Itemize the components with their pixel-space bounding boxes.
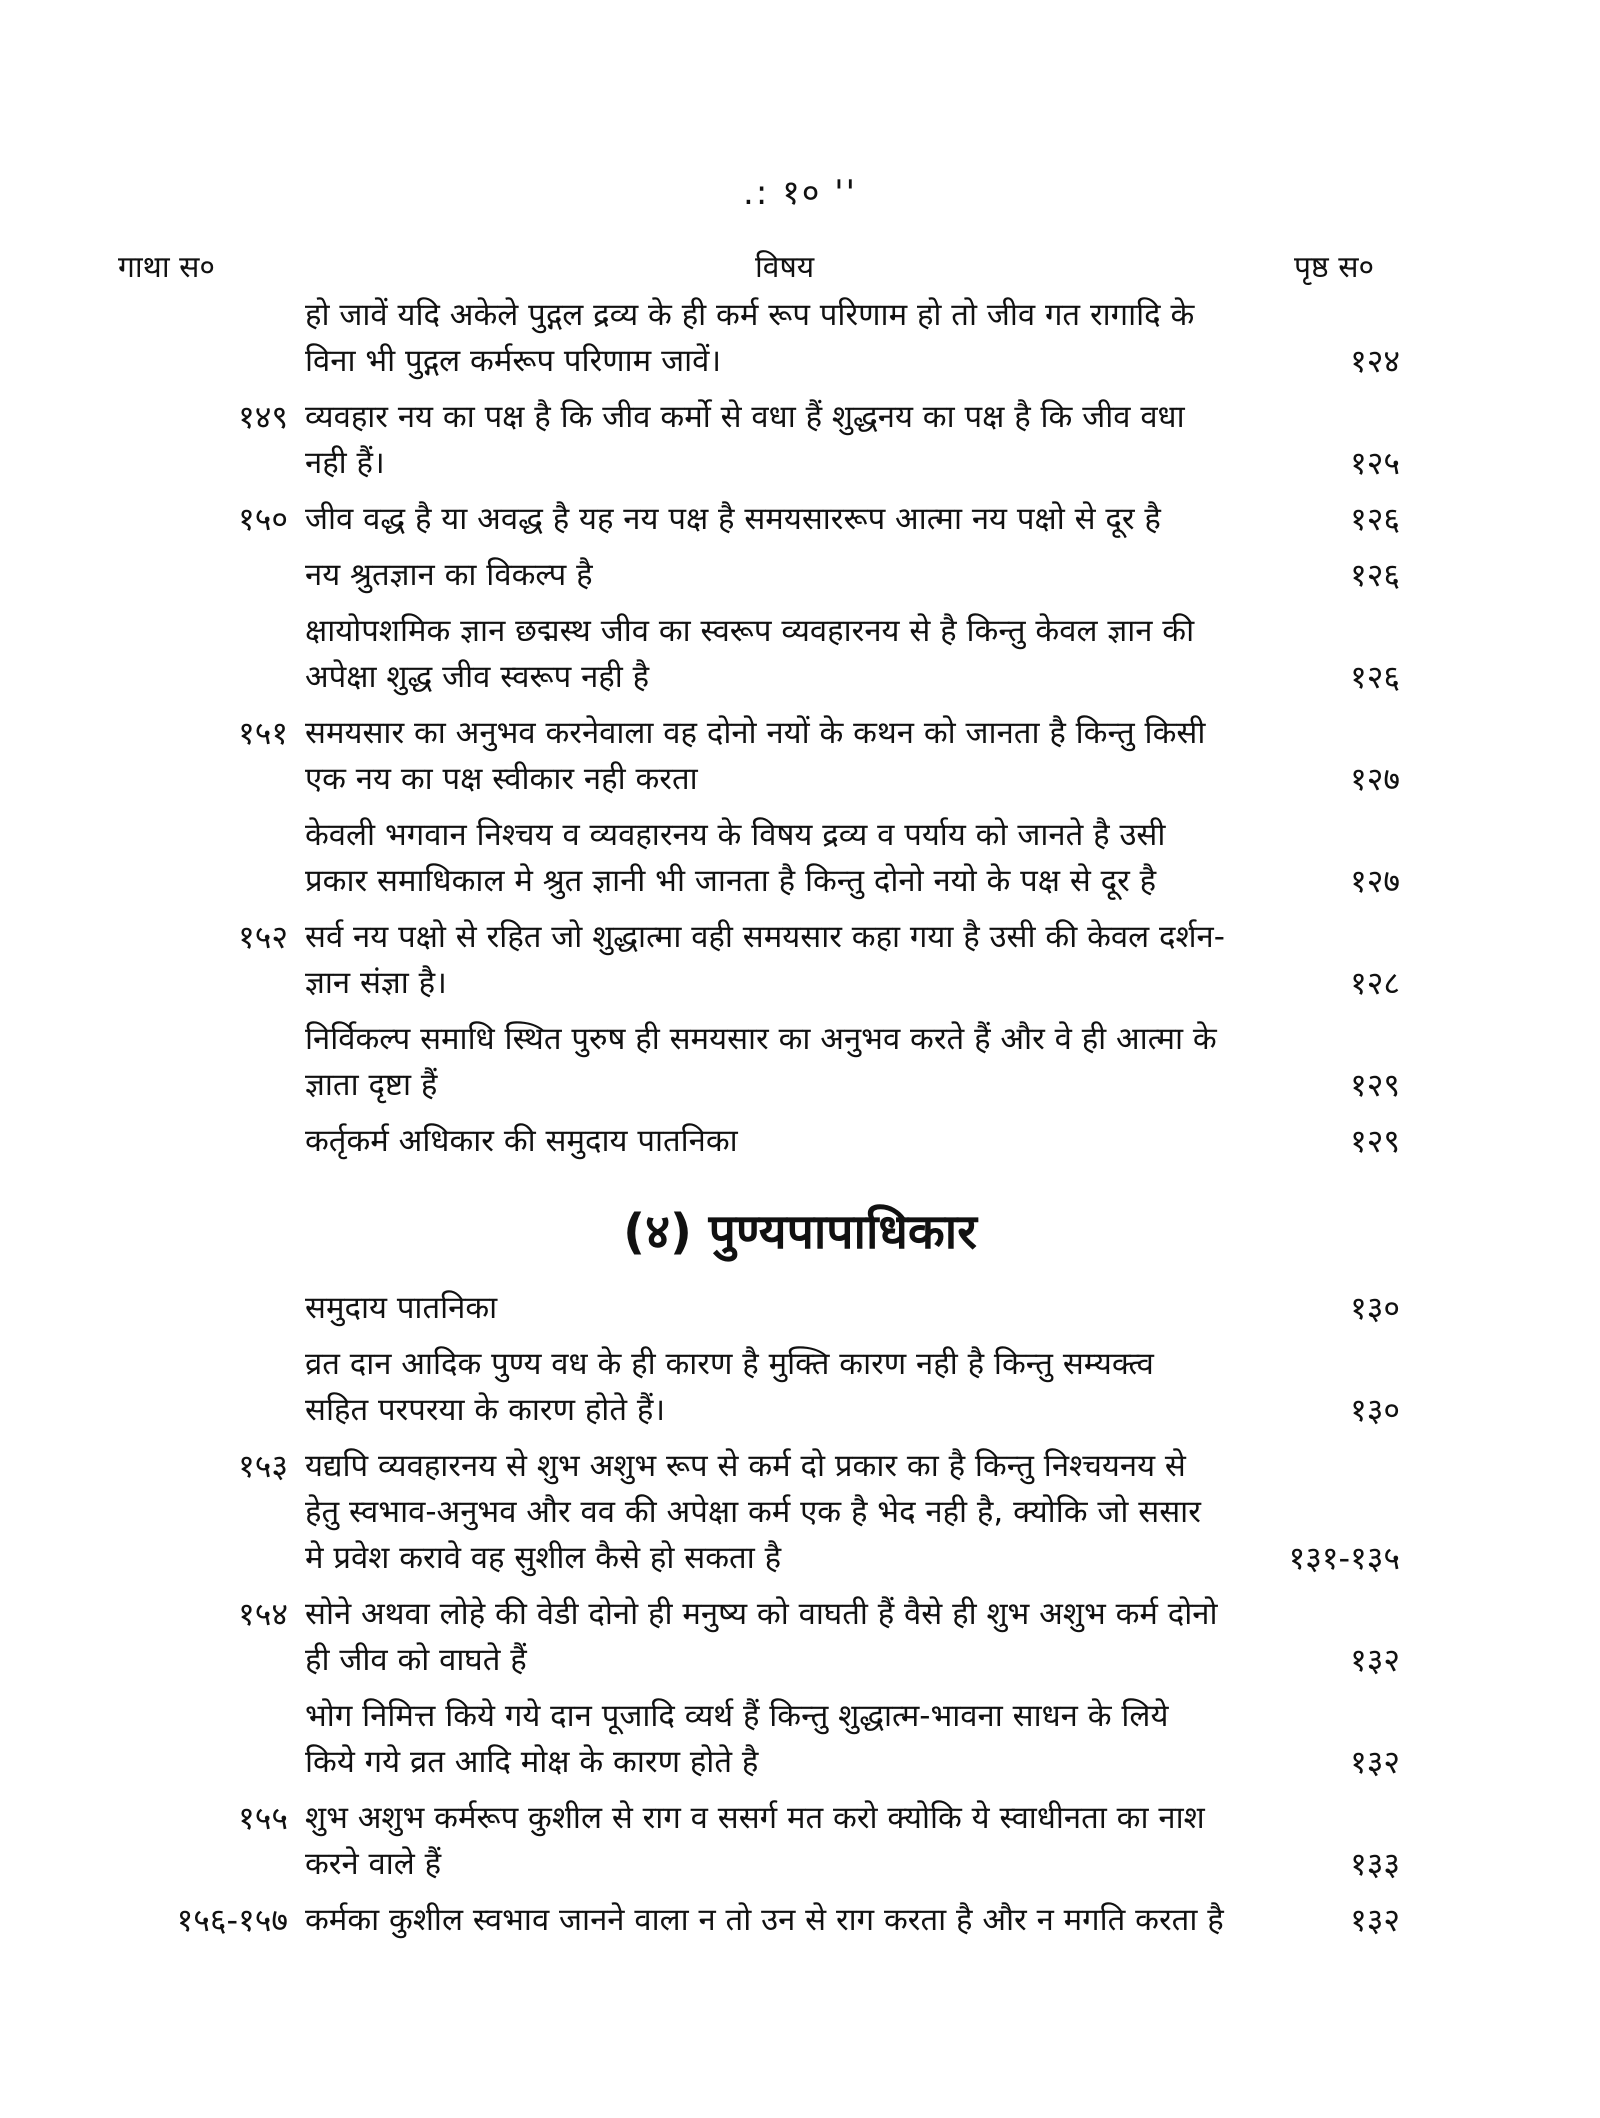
entry-page-number: १२६ [1350,658,1400,696]
entry-gatha-number: १५३ [238,1447,288,1485]
page-number: .: १० '' [743,173,857,213]
contents-entry [0,292,1600,384]
contents-entry [0,1591,1600,1683]
entry-page-number: १३३ [1350,1845,1400,1883]
contents-entry [0,1285,1600,1331]
contents-entry [0,1118,1600,1164]
entry-gatha-number: १५० [238,500,288,538]
entry-page-number: १३२ [1350,1743,1400,1781]
contents-entry [0,496,1600,542]
entry-page-number: १२४ [1350,342,1400,380]
entry-page-number: १२६ [1350,500,1400,538]
entry-page-number: १३२ [1350,1901,1400,1939]
entry-topic: व्रत दान आदिक पुण्य वध के ही कारण है मुक्ति कारण नही है किन्तु सम्यक्त्व सहित परपरया के कारण होते हैं। [305,1346,1154,1428]
entry-topic: केवली भगवान निश्चय व व्यवहारनय के विषय द्रव्य व पर्याय को जानते है उसी प्रकार समाधिकाल मे श्रुत ज्ञानी भी जानता है किन्तु दोनो नयो के पक्ष से दूर है [305,817,1166,899]
contents-entry [0,812,1600,904]
contents-entry [0,1795,1600,1887]
entry-page-number: १३१-१३५ [1288,1539,1400,1577]
entry-topic: व्यवहार नय का पक्ष है कि जीव कर्मो से वधा हैं शुद्धनय का पक्ष है कि जीव वधा नही हैं। [305,399,1185,481]
entry-topic: कर्तृकर्म अधिकार की समुदाय पातनिका [305,1123,738,1159]
entry-topic: भोग निमित्त किये गये दान पूजादि व्यर्थ हैं किन्तु शुद्धात्म-भावना साधन के लिये किये गये व्रत आदि मोक्ष के कारण होते है [305,1698,1169,1780]
contents-list [0,292,1600,1953]
entry-page-number: १२८ [1350,964,1400,1002]
entry-gatha-number: १५१ [238,714,288,752]
entry-gatha-number: १५६-१५७ [176,1901,288,1939]
header-subject: विषय [755,250,815,285]
entry-gatha-number: १५४ [238,1595,288,1633]
entry-page-number: १२७ [1350,760,1400,798]
entry-topic: सोने अथवा लोहे की वेडी दोनो ही मनुष्य को वाघती हैं वैसे ही शुभ अशुभ कर्म दोनो ही जीव को वाघते हैं [305,1596,1218,1678]
entry-topic: हो जावें यदि अकेले पुद्गल द्रव्य के ही कर्म रूप परिणाम हो तो जीव गत रागादि के विना भी पुद्गल कर्मरूप परिणाम जावें। [305,297,1195,379]
entry-topic: सर्व नय पक्षो से रहित जो शुद्धात्मा वही समयसार कहा गया है उसी की केवल दर्शन-ज्ञान संज्ञा है। [305,919,1225,1001]
entry-gatha-number: १५५ [238,1799,288,1837]
entry-gatha-number: १४९ [238,398,288,436]
entry-topic: नय श्रुतज्ञान का विकल्प है [305,557,593,593]
contents-entry [0,710,1600,802]
header-page-number: पृष्ठ स० [1294,250,1375,285]
contents-entry [0,552,1600,598]
entry-topic: समुदाय पातनिका [305,1290,498,1326]
entry-topic: समयसार का अनुभव करनेवाला वह दोनो नयों के कथन को जानता है किन्तु किसी एक नय का पक्ष स्वीकार नही करता [305,715,1206,797]
entry-page-number: १३० [1350,1289,1400,1327]
entry-topic: जीव वद्ध है या अवद्ध है यह नय पक्ष है समयसाररूप आत्मा नय पक्षो से दूर है [305,501,1161,537]
entry-topic: कर्मका कुशील स्वभाव जानने वाला न तो उन से राग करता है और न मगति करता है [305,1902,1224,1938]
contents-entry [0,1443,1600,1581]
entry-page-number: १३० [1350,1391,1400,1429]
entry-page-number: १२७ [1350,862,1400,900]
contents-entry [0,1897,1600,1943]
entry-page-number: १२६ [1350,556,1400,594]
section-title: (४) पुण्यपापाधिकार [623,1204,977,1260]
entry-gatha-number: १५२ [238,918,288,956]
section-1-entries [0,292,1600,1164]
contents-entry [0,914,1600,1006]
header-gatha-number: गाथा स० [118,250,216,285]
contents-entry [0,1341,1600,1433]
entry-topic: यद्यपि व्यवहारनय से शुभ अशुभ रूप से कर्म दो प्रकार का है किन्तु निश्चयनय से हेतु स्वभाव-अनुभव और वव की अपेक्षा कर्म एक है भेद नही है, क्योकि जो ससार मे प्रवेश करावे वह सुशील कैसे हो सकता है [305,1448,1201,1576]
entry-page-number: १३२ [1350,1641,1400,1679]
contents-entry [0,608,1600,700]
entry-page-number: १२५ [1350,444,1400,482]
contents-entry [0,1693,1600,1785]
entry-page-number: १२९ [1350,1122,1400,1160]
entry-topic: निर्विकल्प समाधि स्थित पुरुष ही समयसार का अनुभव करते हैं और वे ही आत्मा के ज्ञाता दृष्टा हैं [305,1021,1217,1103]
contents-entry [0,1016,1600,1108]
contents-entry [0,394,1600,486]
entry-topic: क्षायोपशमिक ज्ञान छद्मस्थ जीव का स्वरूप व्यवहारनय से है किन्तु केवल ज्ञान की अपेक्षा शुद्ध जीव स्वरूप नही है [305,613,1195,695]
entry-topic: शुभ अशुभ कर्मरूप कुशील से राग व ससर्ग मत करो क्योकि ये स्वाधीनता का नाश करने वाले हैं [305,1800,1205,1882]
section-2-entries [0,1285,1600,1943]
entry-page-number: १२९ [1350,1066,1400,1104]
